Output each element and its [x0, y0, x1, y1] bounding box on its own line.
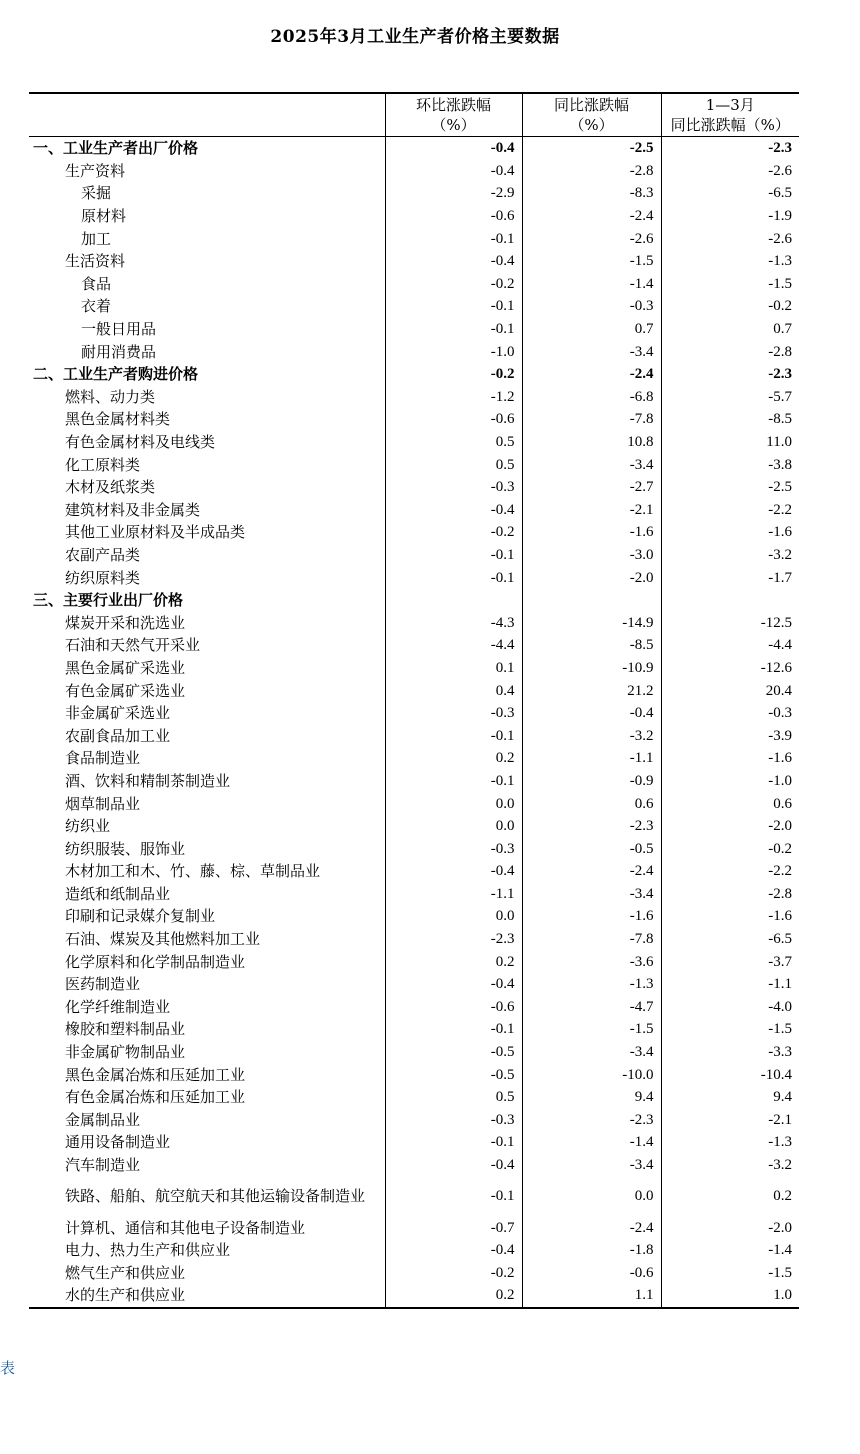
- cell-mom: -4.3: [385, 611, 522, 634]
- cell-mom: -1.0: [385, 340, 522, 363]
- row-label: 酒、饮料和精制茶制造业: [29, 770, 385, 793]
- row-label: 耐用消费品: [29, 340, 385, 363]
- table-row: [29, 205, 799, 228]
- cell-ytd: -1.6: [768, 908, 792, 925]
- cell-yoy: 0.0: [522, 1176, 661, 1216]
- cell-mom: -1.2: [385, 386, 522, 409]
- cell-ytd: -5.7: [768, 388, 792, 405]
- cell-ytd: -1.3: [768, 253, 792, 270]
- table-row: [29, 476, 799, 499]
- cell-ytd: 9.4: [773, 1089, 792, 1106]
- cell-mom: -0.3: [385, 1109, 522, 1132]
- cell-mom: 0.5: [385, 453, 522, 476]
- header-ytd-line1: 1—3月: [705, 96, 755, 114]
- cell-yoy: -7.8: [522, 408, 661, 431]
- cell-yoy: -3.2: [522, 724, 661, 747]
- cell-ytd: -12.6: [760, 659, 792, 676]
- table-row: [29, 1216, 799, 1239]
- cell-yoy: 0.7: [522, 318, 661, 341]
- cell-mom: -0.1: [385, 724, 522, 747]
- cell-mom: -0.6: [385, 996, 522, 1019]
- cell-yoy: -0.4: [522, 702, 661, 725]
- price-data-table: [29, 92, 799, 1309]
- cell-yoy: -0.6: [522, 1262, 661, 1285]
- table-row: [29, 1154, 799, 1177]
- cell-ytd: 0.6: [773, 795, 792, 812]
- table-row: [29, 657, 799, 680]
- row-label: 有色金属冶炼和压延加工业: [29, 1086, 385, 1109]
- row-label: 石油、煤炭及其他燃料加工业: [29, 928, 385, 951]
- cell-ytd: -6.5: [768, 931, 792, 948]
- row-label: 水的生产和供应业: [29, 1284, 385, 1308]
- row-label: 农副食品加工业: [29, 724, 385, 747]
- row-label: 燃料、动力类: [29, 386, 385, 409]
- header-ytd: [661, 93, 799, 137]
- cell-mom: 0.1: [385, 657, 522, 680]
- cell-mom: -0.1: [385, 1176, 522, 1216]
- cell-yoy: -0.9: [522, 770, 661, 793]
- row-label: 纺织业: [29, 815, 385, 838]
- table-row: [29, 837, 799, 860]
- cell-ytd: -2.6: [768, 162, 792, 179]
- table-row: [29, 634, 799, 657]
- cell-ytd: -1.6: [768, 524, 792, 541]
- cell-mom: -0.4: [385, 973, 522, 996]
- cell-ytd: -4.4: [768, 637, 792, 654]
- row-label: 橡胶和塑料制品业: [29, 1018, 385, 1041]
- cell-yoy: [522, 589, 661, 612]
- cell-yoy: -3.6: [522, 950, 661, 973]
- cell-ytd: -6.5: [768, 185, 792, 202]
- cell-yoy: -3.4: [522, 1154, 661, 1177]
- cell-ytd: -1.6: [768, 750, 792, 767]
- row-label: 加工: [29, 227, 385, 250]
- table-row: [29, 702, 799, 725]
- row-label: 原材料: [29, 205, 385, 228]
- cell-mom: 0.5: [385, 1086, 522, 1109]
- cell-ytd: -0.2: [768, 298, 792, 315]
- cell-ytd: -1.5: [768, 1021, 792, 1038]
- cell-ytd: -1.4: [768, 1242, 792, 1259]
- table-row: [29, 973, 799, 996]
- cell-yoy: -2.3: [522, 815, 661, 838]
- table-row: [29, 1041, 799, 1064]
- row-label: 木材加工和木、竹、藤、棕、草制品业: [29, 860, 385, 883]
- table-row: [29, 521, 799, 544]
- cell-yoy: -1.4: [522, 273, 661, 296]
- cell-yoy: 0.6: [522, 792, 661, 815]
- table-row: [29, 386, 799, 409]
- table-row: [29, 860, 799, 883]
- cell-mom: -0.7: [385, 1216, 522, 1239]
- cell-ytd: -3.8: [768, 456, 792, 473]
- table-row: [29, 770, 799, 793]
- header-mom-line1: 环比涨跌幅: [415, 96, 491, 114]
- table-row: [29, 182, 799, 205]
- row-label: 通用设备制造业: [29, 1131, 385, 1154]
- page-title: 2025年3月工业生产者价格主要数据: [270, 27, 560, 47]
- cell-yoy: -2.4: [522, 1216, 661, 1239]
- cell-ytd: -2.8: [768, 343, 792, 360]
- cell-mom: -0.4: [385, 1154, 522, 1177]
- cell-ytd: -12.5: [760, 614, 792, 631]
- table-row: [29, 408, 799, 431]
- cell-yoy: -2.6: [522, 227, 661, 250]
- row-label: 一、工业生产者出厂价格: [29, 137, 385, 160]
- table-row: [29, 250, 799, 273]
- row-label: 有色金属矿采选业: [29, 679, 385, 702]
- cell-ytd: 0.2: [773, 1188, 792, 1205]
- row-label: 三、主要行业出厂价格: [29, 589, 385, 612]
- table-row: [29, 431, 799, 454]
- cell-ytd: -2.8: [768, 885, 792, 902]
- table-row: [29, 1018, 799, 1041]
- row-label: 纺织原料类: [29, 566, 385, 589]
- cell-yoy: -10.0: [522, 1063, 661, 1086]
- table-link[interactable]: 表: [0, 1359, 16, 1377]
- cell-mom: -0.1: [385, 227, 522, 250]
- table-row: [29, 611, 799, 634]
- cell-ytd: -3.2: [768, 546, 792, 563]
- cell-yoy: 10.8: [522, 431, 661, 454]
- row-label: 建筑材料及非金属类: [29, 499, 385, 522]
- cell-yoy: -2.8: [522, 160, 661, 183]
- cell-mom: -0.1: [385, 544, 522, 567]
- row-label: 电力、热力生产和供应业: [29, 1239, 385, 1262]
- table-row: [29, 227, 799, 250]
- cell-ytd: -2.6: [768, 230, 792, 247]
- cell-mom: -2.9: [385, 182, 522, 205]
- cell-mom: 0.5: [385, 431, 522, 454]
- table-row: [29, 1109, 799, 1132]
- cell-ytd: -2.0: [768, 1219, 792, 1236]
- table-row: [29, 1262, 799, 1285]
- cell-ytd: 11.0: [766, 434, 792, 451]
- cell-yoy: -3.0: [522, 544, 661, 567]
- cell-yoy: -1.5: [522, 250, 661, 273]
- cell-yoy: 1.1: [522, 1284, 661, 1308]
- cell-mom: -0.4: [385, 1239, 522, 1262]
- cell-mom: -0.2: [385, 363, 522, 386]
- table-row: [29, 1086, 799, 1109]
- table-body: [29, 137, 799, 1308]
- row-label: 造纸和纸制品业: [29, 883, 385, 906]
- cell-mom: 0.4: [385, 679, 522, 702]
- row-label: 黑色金属矿采选业: [29, 657, 385, 680]
- row-label: 金属制品业: [29, 1109, 385, 1132]
- table-row: [29, 679, 799, 702]
- header-mom-line2: （%）: [431, 116, 476, 134]
- cell-ytd: -0.3: [768, 705, 792, 722]
- header-yoy-line1: 同比涨跌幅: [553, 96, 629, 114]
- cell-yoy: -1.3: [522, 973, 661, 996]
- cell-mom: -0.4: [385, 499, 522, 522]
- cell-ytd: -1.1: [768, 976, 792, 993]
- cell-ytd: -1.7: [768, 569, 792, 586]
- table-row: [29, 1176, 799, 1216]
- table-row: [29, 724, 799, 747]
- cell-yoy: -6.8: [522, 386, 661, 409]
- cell-mom: 0.0: [385, 792, 522, 815]
- cell-ytd: 20.4: [765, 682, 792, 699]
- table-row: [29, 1063, 799, 1086]
- cell-ytd: -2.3: [768, 366, 792, 383]
- cell-ytd: -3.2: [768, 1157, 792, 1174]
- header-blank-cell: [29, 93, 385, 137]
- cell-yoy: -1.5: [522, 1018, 661, 1041]
- cell-yoy: -3.4: [522, 340, 661, 363]
- cell-mom: 0.2: [385, 950, 522, 973]
- cell-mom: 0.2: [385, 1284, 522, 1308]
- cell-mom: -0.1: [385, 770, 522, 793]
- table-row: [29, 566, 799, 589]
- table-row: [29, 295, 799, 318]
- cell-mom: -0.3: [385, 702, 522, 725]
- cell-mom: -0.6: [385, 205, 522, 228]
- cell-mom: -0.6: [385, 408, 522, 431]
- table-row: [29, 792, 799, 815]
- cell-mom: -0.5: [385, 1063, 522, 1086]
- row-label: 采掘: [29, 182, 385, 205]
- table-row: [29, 273, 799, 296]
- cell-yoy: -14.9: [522, 611, 661, 634]
- row-label: 生活资料: [29, 250, 385, 273]
- cell-yoy: -2.3: [522, 1109, 661, 1132]
- table-row: [29, 1284, 799, 1308]
- cell-ytd: -1.3: [768, 1134, 792, 1151]
- row-label-text: 铁路、船舶、航空航天和其他运输设备制造业: [65, 1186, 366, 1205]
- cell-mom: -0.1: [385, 295, 522, 318]
- cell-mom: -0.2: [385, 1262, 522, 1285]
- cell-yoy: -1.8: [522, 1239, 661, 1262]
- row-label: 生产资料: [29, 160, 385, 183]
- header-mom: [385, 93, 522, 137]
- row-label: 纺织服装、服饰业: [29, 837, 385, 860]
- cell-ytd: -10.4: [760, 1066, 792, 1083]
- cell-mom: -0.4: [385, 860, 522, 883]
- cell-ytd: -1.5: [768, 275, 792, 292]
- cell-ytd: -2.2: [768, 863, 792, 880]
- cell-ytd: -2.1: [768, 1111, 792, 1128]
- cell-mom: -0.1: [385, 1131, 522, 1154]
- table-row: [29, 453, 799, 476]
- row-label: 衣着: [29, 295, 385, 318]
- table-row: [29, 928, 799, 951]
- cell-ytd: 1.0: [661, 1284, 799, 1308]
- cell-mom: -0.4: [385, 137, 522, 160]
- cell-yoy: -2.7: [522, 476, 661, 499]
- table-row: [29, 544, 799, 567]
- cell-mom: -1.1: [385, 883, 522, 906]
- row-label: 一般日用品: [29, 318, 385, 341]
- cell-ytd: -1.9: [768, 208, 792, 225]
- row-label: 汽车制造业: [29, 1154, 385, 1177]
- cell-mom: -0.4: [385, 160, 522, 183]
- row-label: 非金属矿采选业: [29, 702, 385, 725]
- cell-ytd: -2.0: [768, 818, 792, 835]
- cell-ytd: -2.5: [768, 479, 792, 496]
- table-row: [29, 318, 799, 341]
- row-label: 黑色金属材料类: [29, 408, 385, 431]
- table-row: [29, 883, 799, 906]
- cell-yoy: -7.8: [522, 928, 661, 951]
- row-label: 黑色金属冶炼和压延加工业: [29, 1063, 385, 1086]
- cell-mom: -0.1: [385, 566, 522, 589]
- row-label: 化工原料类: [29, 453, 385, 476]
- table-header-row: [29, 93, 799, 137]
- cell-mom: -0.4: [385, 250, 522, 273]
- table-row: [29, 499, 799, 522]
- table-row: [29, 340, 799, 363]
- cell-mom: -4.4: [385, 634, 522, 657]
- row-label: [29, 1176, 385, 1216]
- cell-mom: -0.1: [385, 318, 522, 341]
- cell-ytd: -4.0: [768, 998, 792, 1015]
- row-label: 食品制造业: [29, 747, 385, 770]
- cell-yoy: -4.7: [522, 996, 661, 1019]
- cell-mom: -0.3: [385, 476, 522, 499]
- table-row: [29, 1131, 799, 1154]
- cell-mom: 0.2: [385, 747, 522, 770]
- cell-yoy: -10.9: [522, 657, 661, 680]
- header-ytd-line2: 同比涨跌幅（%）: [670, 116, 790, 134]
- cell-yoy: -2.5: [522, 137, 661, 160]
- table-row: [29, 363, 799, 386]
- table-row: [29, 160, 799, 183]
- cell-ytd: -1.0: [768, 772, 792, 789]
- row-label: 二、工业生产者购进价格: [29, 363, 385, 386]
- cell-yoy: 9.4: [522, 1086, 661, 1109]
- row-label: 煤炭开采和洗选业: [29, 611, 385, 634]
- row-label: 烟草制品业: [29, 792, 385, 815]
- cell-ytd: -8.5: [768, 411, 792, 428]
- cell-ytd: -1.5: [768, 1264, 792, 1281]
- row-label: 计算机、通信和其他电子设备制造业: [29, 1216, 385, 1239]
- cell-ytd: -2.3: [768, 140, 792, 157]
- cell-yoy: -8.5: [522, 634, 661, 657]
- cell-yoy: -3.4: [522, 1041, 661, 1064]
- row-label: 其他工业原材料及半成品类: [29, 521, 385, 544]
- table-row: [29, 815, 799, 838]
- cell-mom: -2.3: [385, 928, 522, 951]
- cell-yoy: -3.4: [522, 883, 661, 906]
- cell-mom: [385, 589, 522, 612]
- cell-mom: 0.0: [385, 905, 522, 928]
- table-row: [29, 747, 799, 770]
- header-yoy: [522, 93, 661, 137]
- row-label: 燃气生产和供应业: [29, 1262, 385, 1285]
- cell-yoy: -2.4: [522, 363, 661, 386]
- cell-yoy: -0.5: [522, 837, 661, 860]
- cell-yoy: -1.4: [522, 1131, 661, 1154]
- cell-ytd: -3.9: [768, 727, 792, 744]
- cell-mom: -0.5: [385, 1041, 522, 1064]
- cell-yoy: -2.4: [522, 860, 661, 883]
- cell-ytd: -2.2: [768, 501, 792, 518]
- cell-ytd: -3.7: [768, 953, 792, 970]
- table-row: [29, 996, 799, 1019]
- table-row: [29, 589, 799, 612]
- table-row: [29, 137, 799, 160]
- table-row: [29, 905, 799, 928]
- cell-ytd: -0.2: [768, 840, 792, 857]
- table-row: [29, 1239, 799, 1262]
- cell-yoy: -2.4: [522, 205, 661, 228]
- row-label: 石油和天然气开采业: [29, 634, 385, 657]
- cell-yoy: -1.1: [522, 747, 661, 770]
- cell-mom: -0.2: [385, 521, 522, 544]
- row-label: 化学纤维制造业: [29, 996, 385, 1019]
- cell-yoy: -2.0: [522, 566, 661, 589]
- cell-yoy: -0.3: [522, 295, 661, 318]
- row-label: 医药制造业: [29, 973, 385, 996]
- row-label: 食品: [29, 273, 385, 296]
- table-row: [29, 950, 799, 973]
- cell-yoy: 21.2: [522, 679, 661, 702]
- cell-ytd: [661, 589, 799, 612]
- cell-yoy: -3.4: [522, 453, 661, 476]
- row-label: 化学原料和化学制品制造业: [29, 950, 385, 973]
- cell-mom: -0.1: [385, 1018, 522, 1041]
- row-label: 农副产品类: [29, 544, 385, 567]
- row-label: 非金属矿物制品业: [29, 1041, 385, 1064]
- cell-ytd: -3.3: [768, 1044, 792, 1061]
- header-yoy-line2: （%）: [569, 116, 614, 134]
- row-label: 印刷和记录媒介复制业: [29, 905, 385, 928]
- cell-yoy: -1.6: [522, 905, 661, 928]
- cell-mom: -0.2: [385, 273, 522, 296]
- row-label: 有色金属材料及电线类: [29, 431, 385, 454]
- cell-ytd: 0.7: [773, 321, 792, 338]
- cell-yoy: -2.1: [522, 499, 661, 522]
- cell-mom: -0.3: [385, 837, 522, 860]
- row-label: 木材及纸浆类: [29, 476, 385, 499]
- cell-yoy: -8.3: [522, 182, 661, 205]
- cell-yoy: -1.6: [522, 521, 661, 544]
- cell-mom: 0.0: [385, 815, 522, 838]
